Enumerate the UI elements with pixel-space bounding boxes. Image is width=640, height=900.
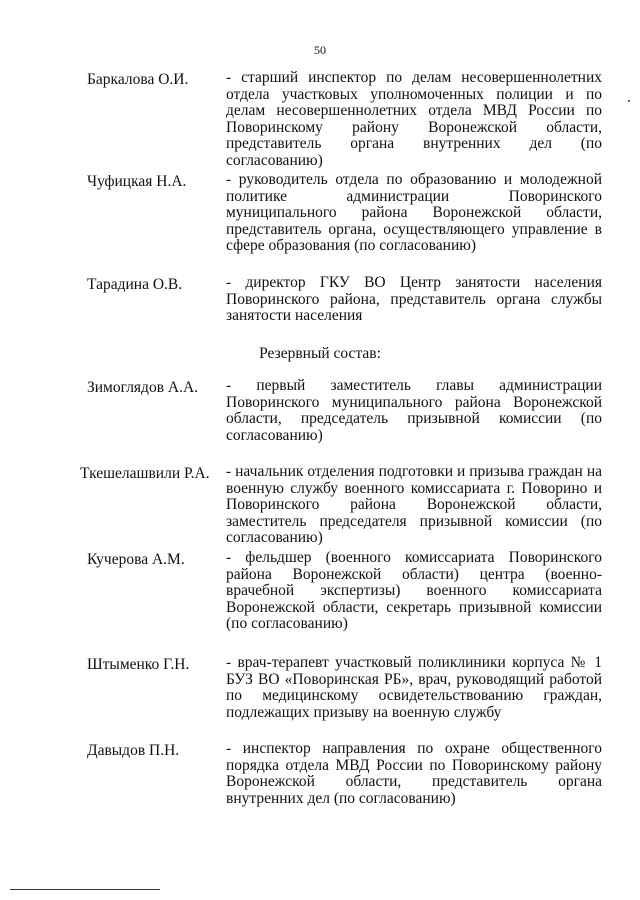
- reserve-heading: Резервный состав:: [259, 345, 381, 362]
- member-name: Ткешелашвили Р.А.: [80, 465, 210, 482]
- member-role: - первый заместитель главы администрации Поворинского муниципального района Воронежской области, председатель призывной комиссии (по согласованию): [226, 377, 602, 444]
- member-role: - руководитель отдела по образованию и молодежной политике администрации Поворинского муниципального района Воронежской области, представитель органа, осуществляющего управление в сфере образования (по согласованию): [226, 171, 602, 254]
- member-role: - начальник отделения подготовки и призыва граждан на военную службу военного комиссариата г. Поворино и Поворинского района Воронежской области, заместитель председателя призывной комиссии (по согласованию): [226, 463, 602, 546]
- member-name: Давыдов П.Н.: [87, 742, 180, 759]
- page-number: 50: [314, 43, 326, 57]
- member-name: Штыменко Г.Н.: [87, 656, 190, 673]
- scan-mark: [628, 100, 630, 102]
- member-name: Кучерова А.М.: [87, 551, 185, 568]
- member-role: - фельдшер (военного комиссариата Поворинского района Воронежской области) центра (военно-врачебной экспертизы) военного комиссариата Воронежской области, секретарь призывной комиссии (по согласованию): [226, 549, 602, 632]
- member-role: - инспектор направления по охране общественного порядка отдела МВД России по Поворинскому району Воронежской области, представитель органа внутренних дел (по согласованию): [226, 740, 602, 807]
- footer-rule: [10, 889, 160, 890]
- member-name: Чуфицкая Н.А.: [87, 173, 187, 190]
- member-name: Зимоглядов А.А.: [87, 379, 199, 396]
- member-name: Тарадина О.В.: [87, 276, 183, 293]
- member-role: - директор ГКУ ВО Центр занятости населения Поворинского района, представитель органа службы занятости населения: [226, 274, 602, 324]
- member-role: - старший инспектор по делам несовершеннолетних отдела участковых уполномоченных полиции и по делам несовершеннолетних отдела МВД России по Поворинскому району Воронежской области, представитель органа внутренних дел (по согласованию): [226, 69, 602, 169]
- member-name: Баркалова О.И.: [87, 71, 189, 88]
- member-role: - врач-терапевт участковый поликлиники корпуса № 1 БУЗ ВО «Поворинская РБ», врач, руководящий работой по медицинскому освидетельствованию граждан, подлежащих призыву на военную службу: [226, 654, 602, 721]
